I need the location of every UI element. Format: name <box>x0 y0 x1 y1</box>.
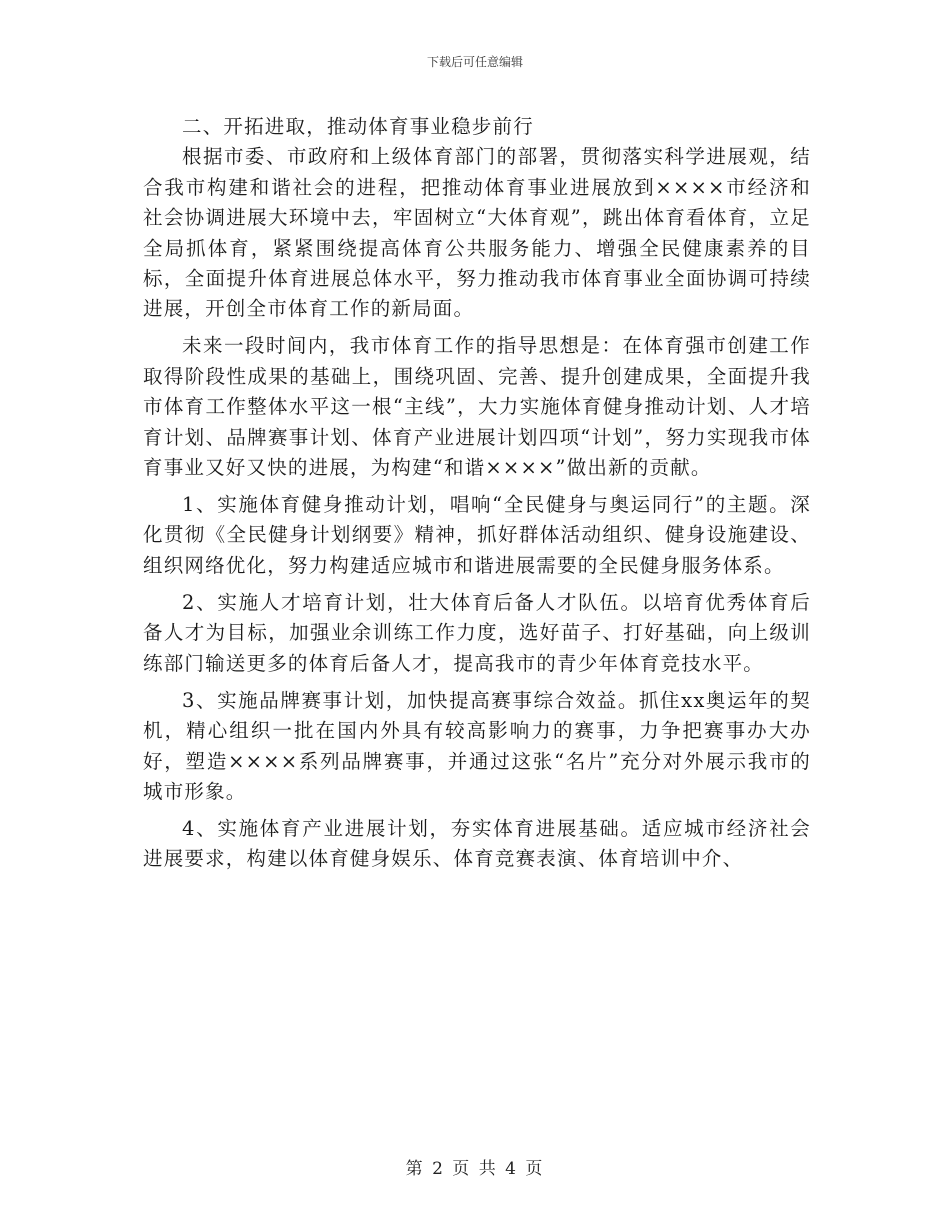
page-number: 第 2 页 共 4 页 <box>405 1159 545 1179</box>
document-body <box>143 112 811 881</box>
paragraph-item-3: 3、实施品牌赛事计划，加快提高赛事综合效益。抓住xx奥运年的契机，精心组织一批在国内外具有较高影响力的赛事，力争把赛事办大办好，塑造××××系列品牌赛事，并通过这张“名片”充分对外展示我市的城市形象。 <box>143 688 811 803</box>
paragraph-item-2: 2、实施人才培育计划，壮大体育后备人才队伍。以培育优秀体育后备人才为目标，加强业余训练工作力度，选好苗子、打好基础，向上级训练部门输送更多的体育后备人才，提高我市的青少年体育竞技水平。 <box>143 590 811 675</box>
paragraph-item-1: 1、实施体育健身推动计划，唱响“全民健身与奥运同行”的主题。深化贯彻《全民健身计划纲要》精神，抓好群体活动组织、健身设施建设、组织网络优化，努力构建适应城市和谐进展需要的全民健身服务体系。 <box>143 493 811 577</box>
paragraph-guiding-thought: 未来一段时间内，我市体育工作的指导思想是：在体育强市创建工作取得阶段性成果的基础上，围绕巩固、完善、提升创建成果，全面提升我市体育工作整体水平这一根“主线”，大力实施体育健身推动计划、人才培育计划、品牌赛事计划、体育产业进展计划四项“计划”，努力实现我市体育事业又好又快的进展，为构建“和谐××××”做出新的贡献。 <box>143 334 811 480</box>
paragraph-intro: 根据市委、市政府和上级体育部门的部署，贯彻落实科学进展观，结合我市构建和谐社会的进程，把推动体育事业进展放到××××市经济和社会协调进展大环境中去，牢固树立“大体育观”，跳出体育看体育，立足全局抓体育，紧紧围绕提高体育公共服务能力、增强全民健康素养的目标，全面提升体育进展总体水平，努力推动我市体育事业全面协调可持续进展，开创全市体育工作的新局面。 <box>143 145 811 321</box>
paragraph-item-4: 4、实施体育产业进展计划，夯实体育进展基础。适应城市经济社会进展要求，构建以体育健身娱乐、体育竞赛表演、体育培训中介、 <box>143 816 811 871</box>
section-heading: 二、开拓进取，推动体育事业稳步前行 <box>182 115 534 138</box>
page-header-note: 下载后可任意编辑 <box>426 55 523 69</box>
